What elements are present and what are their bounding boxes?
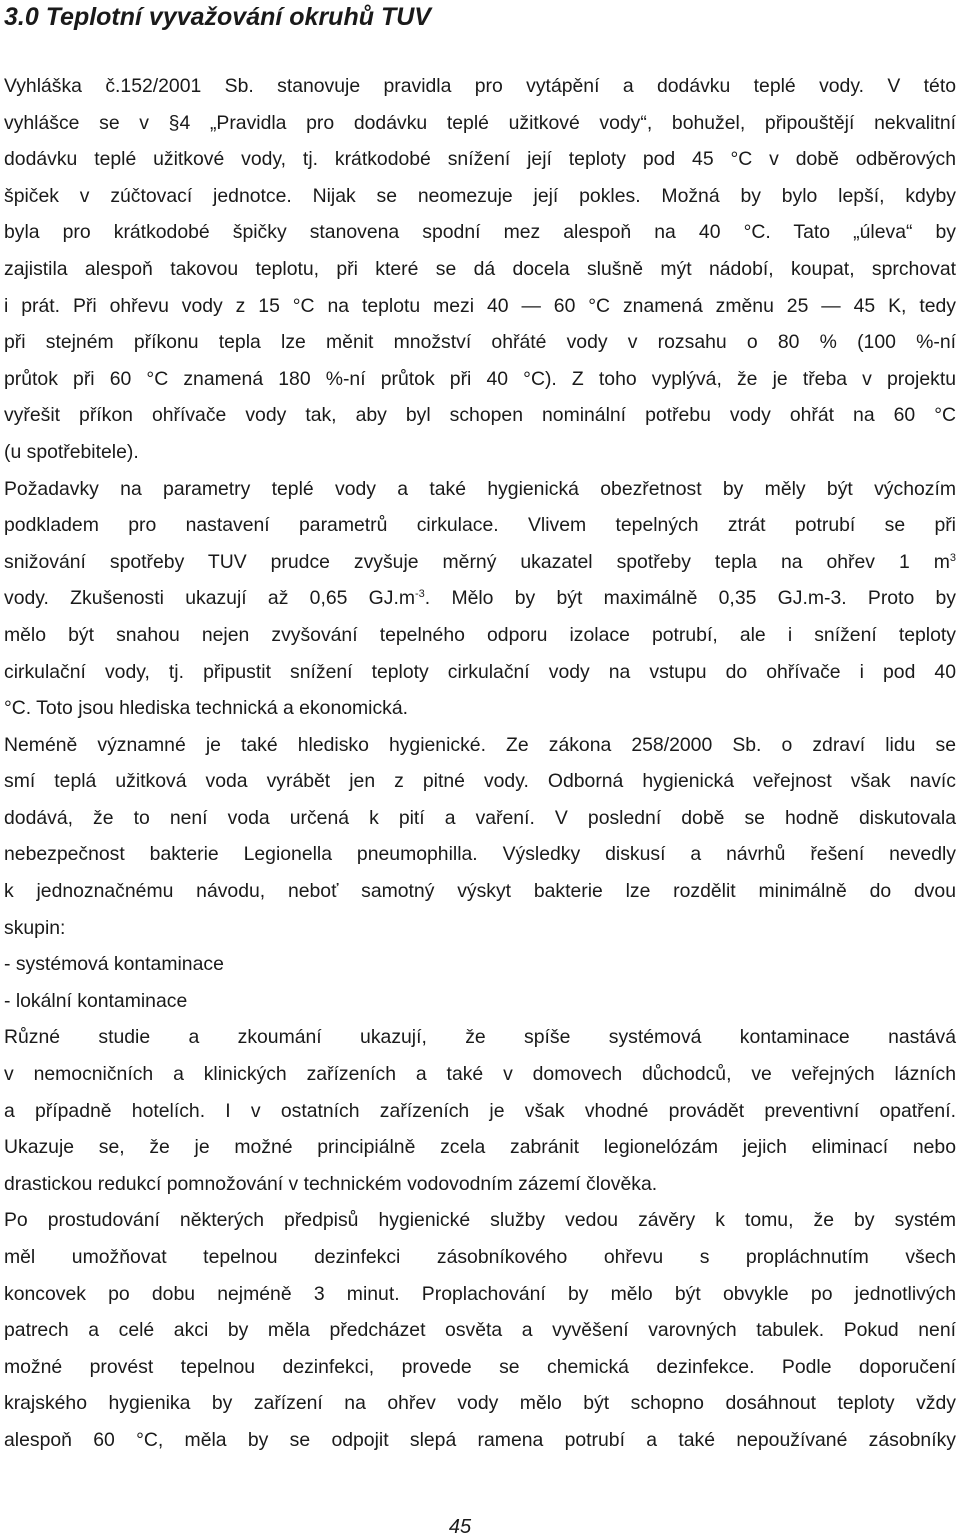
text-line: alespoň 60 °C, měla by se odpojit slepá ramena potrubí a také nepoužívané zásobníky — [4, 1428, 956, 1451]
text-line: koncovek po dobu nejméně 3 minut. Proplachování by mělo být obvykle po jednotlivých — [4, 1282, 956, 1305]
text-line: špiček v zúčtovací jednotce. Nijak se neomezuje její pokles. Možná by bylo lepší, kdyby — [4, 184, 956, 207]
text-line: skupin: — [4, 916, 66, 939]
text-line: v nemocničních a klinických zařízeních a také v domovech důchodců, ve veřejných lázních — [4, 1063, 956, 1086]
text-line: °C. Toto jsou hlediska technická a ekonomická. — [4, 697, 409, 720]
text-line: měl umožňovat tepelnou dezinfekci zásobníkového ohřevu s propláchnutím všech — [4, 1246, 956, 1268]
text-fragment: -3. Proto by — [823, 587, 956, 610]
text-line: a případně hotelích. I v ostatních zařízeních je však vhodné provádět preventivní opatření. — [4, 1099, 956, 1122]
superscript: -3 — [415, 588, 425, 601]
list-item — [4, 946, 956, 983]
text-line: zajistila alespoň takovou teplotu, při které se dá docela slušně mýt nádobí, koupat, sprchovat — [4, 257, 956, 280]
text-line: vyhlášce se v §4 „Pravidla pro dodávku teplé užitkové vody“, bohužel, připouštějí nekvalitní — [4, 111, 956, 134]
body-text — [4, 68, 956, 1459]
text-line: byla pro krátkodobé špičky stanovena spodní mez alespoň na 40 °C. Tato „úleva“ by — [4, 221, 956, 244]
text-fragment: vody. Zkušenosti ukazují až 0,65 GJ.m — [4, 587, 415, 610]
text-line: i prát. Při ohřevu vody z 15 °C na teplotu mezi 40 — 60 °C znamená změnu 25 — 45 K, tedy — [4, 294, 956, 317]
text-line: k jednoznačnému návodu, neboť samotný výskyt bakterie lze rozdělit minimálně do dvou — [4, 880, 956, 903]
text-line: dodávku teplé užitkové vody, tj. krátkodobé snížení její teploty pod 45 °C v době odběrových — [4, 148, 956, 171]
paragraph-3 — [4, 727, 956, 947]
text-line: smí teplá užitková voda vyrábět jen z pitné vody. Odborná hygienická veřejnost však navíc — [4, 770, 956, 793]
text-line: patrech a celé akci by měla předcházet osvěta a vyvěšení varovných tabulek. Pokud není — [4, 1319, 956, 1342]
text-line: - systémová kontaminace — [4, 953, 224, 976]
text-line: - lokální kontaminace — [4, 989, 188, 1012]
text-line: vyřešit příkon ohřívače vody tak, aby byl schopen nominální potřebu vody ohřát na 60 °C — [4, 404, 956, 427]
document-page — [4, 0, 956, 1540]
paragraph-1 — [4, 68, 956, 471]
text-line: průtok při 60 °C znamená 180 %-ní průtok při 40 °C). Z toho vyplývá, že je třeba v projektu — [4, 367, 956, 390]
text-line: možné provést tepelnou dezinfekci, provede se chemická dezinfekce. Podle doporučení — [4, 1355, 956, 1378]
text-line: podkladem pro nastavení parametrů cirkulace. Vlivem tepelných ztrát potrubí se při — [4, 514, 956, 537]
text-line: dodává, že to není voda určená k pití a vaření. V poslední době se hodně diskutovala — [4, 806, 956, 829]
text-line: Různé studie a zkoumání ukazují, že spíše systémová kontaminace nastává — [4, 1026, 956, 1049]
text-line: (u spotřebitele). — [4, 440, 139, 463]
text-line: Požadavky na parametry teplé vody a také hygienická obezřetnost by měly být výchozím — [4, 477, 956, 500]
superscript: 3 — [949, 551, 956, 564]
paragraph-5 — [4, 1202, 956, 1458]
text-line: drastickou redukcí pomnožování v technickém vodovodním zázemí člověka. — [4, 1172, 658, 1195]
paragraph-2 — [4, 471, 956, 727]
text-line: mělo být snahou nejen zvyšování tepelného odporu izolace potrubí, ale i snížení teploty — [4, 623, 956, 646]
paragraph-4 — [4, 1019, 956, 1202]
text-line: krajského hygienika by zařízení na ohřev vody mělo být schopno dosáhnout teploty vždy — [4, 1392, 956, 1415]
text-line: při stejném příkonu tepla lze měnit množství ohřáté vody v rozsahu o 80 % (100 %-ní — [4, 331, 956, 354]
text-line: nebezpečnost bakterie Legionella pneumophilla. Výsledky diskusí a návrhů řešení nevedly — [4, 843, 956, 866]
list-item — [4, 983, 956, 1020]
text-line: Vyhláška č.152/2001 Sb. stanovuje pravidla pro vytápění a dodávku teplé vody. V této — [4, 75, 956, 97]
text-line-with-superscript — [4, 544, 956, 581]
text-line-with-superscript — [4, 580, 956, 617]
text-line: cirkulační vody, tj. připustit snížení teploty cirkulační vody na vstupu do ohřívače i pod 40 — [4, 660, 956, 683]
text-line: Ukazuje se, že je možné principiálně zcela zabránit legionelózám jejich eliminací nebo — [4, 1136, 956, 1159]
section-title: 3.0 Teplotní vyvažování okruhů TUV — [4, 3, 431, 31]
text-line: Neméně významné je také hledisko hygienické. Ze zákona 258/2000 Sb. o zdraví lidu se — [4, 733, 956, 756]
text-fragment: . Mělo by být maximálně 0,35 GJ.m — [424, 587, 824, 610]
text-line: Po prostudování některých předpisů hygienické služby vedou závěry k tomu, že by systém — [4, 1209, 956, 1232]
text-fragment: snižování spotřeby TUV prudce zvyšuje měrný ukazatel spotřeby tepla na ohřev 1 m — [4, 550, 950, 573]
page-number: 45 — [448, 1516, 472, 1538]
